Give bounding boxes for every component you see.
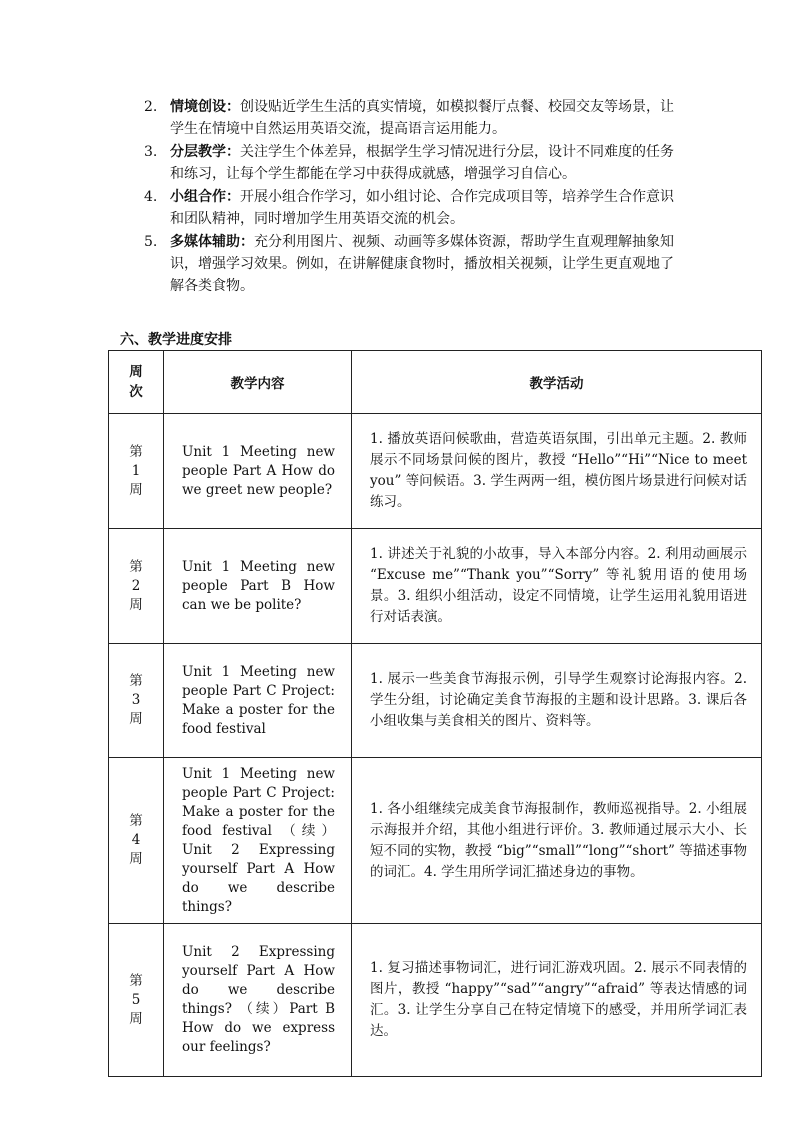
- header-activity: 教学活动: [352, 351, 762, 414]
- item-term: 小组合作: [170, 189, 226, 205]
- activity-cell: 1. 讲述关于礼貌的小故事，导入本部分内容。2. 利用动画展示 “Excuse me”“Thank you”“Sorry” 等礼貌用语的使用场景。3. 组织小组活动，设定不同情境，让学生运用礼貌用语进行对话表演。: [352, 529, 762, 644]
- item-number: 2.: [144, 99, 158, 115]
- week-cell: [109, 414, 164, 529]
- week-char: 周: [129, 711, 143, 727]
- content-cell: Unit 2 Expressing yourself Part A How do we describe things? （续）Part B How do we express our feelings?: [164, 924, 352, 1077]
- schedule-table: [108, 350, 762, 1077]
- week-cell: [109, 758, 164, 924]
- item-text: 关注学生个体差异，根据学生学习情况进行分层，设计不同难度的任务和练习，让每个学生都能在学习中获得成就感，增强学习自信心。: [170, 144, 674, 182]
- content-cell: Unit 1 Meeting new people Part A How do we greet new people?: [164, 414, 352, 529]
- week-char: 周: [129, 596, 143, 613]
- week-char: 周: [129, 851, 143, 867]
- week-number: 5: [131, 991, 141, 1008]
- week-char: 第: [129, 972, 143, 989]
- week-char: 周: [129, 1010, 143, 1027]
- table-row: [109, 414, 762, 529]
- activity-cell: 1. 各小组继续完成美食节海报制作，教师巡视指导。2. 小组展示海报并介绍，其他小组进行评价。3. 教师通过展示大小、长短不同的实物，教授 “big”“small”“long”“short” 等描述事物的词汇。4. 学生用所学词汇描述身边的事物。: [352, 758, 762, 924]
- list-item: [140, 141, 680, 185]
- table-row: [109, 758, 762, 924]
- item-text: 创设贴近学生生活的真实情境，如模拟餐厅点餐、校园交友等场景，让学生在情境中自然运用英语交流，提高语言运用能力。: [170, 99, 674, 137]
- week-cell: [109, 924, 164, 1077]
- activity-cell: 1. 播放英语问候歌曲，营造英语氛围，引出单元主题。2. 教师展示不同场景问候的图片，教授 “Hello”“Hi”“Nice to meet you” 等问候语。3. 学生两两一组，模仿图片场景进行问候对话练习。: [352, 414, 762, 529]
- week-char: 第: [129, 813, 143, 829]
- week-number: 2: [131, 577, 141, 594]
- list-item: [140, 96, 680, 140]
- list-item: [140, 186, 680, 230]
- item-separator: ：: [226, 144, 240, 160]
- content-cell: Unit 1 Meeting new people Part B How can we be polite?: [164, 529, 352, 644]
- activity-cell: 1. 复习描述事物词汇，进行词汇游戏巩固。2. 展示不同表情的图片，教授 “happy”“sad”“angry”“afraid” 等表达情感的词汇。3. 让学生分享自己在特定情境下的感受，并用所学词汇表达。: [352, 924, 762, 1077]
- item-number: 4.: [144, 189, 158, 205]
- table-row: [109, 644, 762, 758]
- item-number: 3.: [144, 144, 158, 160]
- header-week: [109, 351, 164, 414]
- header-week-char: 周: [129, 364, 143, 380]
- teaching-methods-list: [140, 96, 680, 298]
- activity-cell: 1. 展示一些美食节海报示例，引导学生观察讨论海报内容。2. 学生分组，讨论确定美食节海报的主题和设计思路。3. 课后各小组收集与美食相关的图片、资料等。: [352, 644, 762, 758]
- week-char: 第: [129, 673, 143, 689]
- header-week-char: 次: [129, 384, 143, 400]
- content-cell: Unit 1 Meeting new people Part C Project: Make a poster for the food festival: [164, 644, 352, 758]
- week-char: 周: [129, 481, 143, 498]
- table-header-row: [109, 351, 762, 414]
- item-term: 分层教学: [170, 144, 226, 160]
- item-text: 开展小组合作学习，如小组讨论、合作完成项目等，培养学生合作意识和团队精神，同时增加学生用英语交流的机会。: [170, 189, 674, 227]
- section-title: 六、教学进度安排: [120, 332, 232, 348]
- table-row: [109, 529, 762, 644]
- item-term: 情境创设: [170, 99, 226, 115]
- week-char: 第: [129, 443, 143, 460]
- item-term: 多媒体辅助: [170, 234, 240, 250]
- item-number: 5.: [144, 234, 158, 250]
- week-cell: [109, 529, 164, 644]
- table-row: [109, 924, 762, 1077]
- item-separator: ：: [226, 189, 240, 205]
- item-separator: ：: [240, 234, 254, 250]
- week-char: 第: [129, 558, 143, 575]
- week-number: 1: [131, 462, 141, 479]
- week-cell: [109, 644, 164, 758]
- content-cell: Unit 1 Meeting new people Part C Project: Make a poster for the food festival （续） Unit 2 Expressing yourself Part A How do we describe things?: [164, 758, 352, 924]
- item-separator: ：: [226, 99, 240, 115]
- header-content: 教学内容: [164, 351, 352, 414]
- week-number: 3: [131, 692, 141, 708]
- list-item: [140, 231, 680, 297]
- week-number: 4: [131, 832, 141, 848]
- item-text: 充分利用图片、视频、动画等多媒体资源，帮助学生直观理解抽象知识，增强学习效果。例如，在讲解健康食物时，播放相关视频，让学生更直观地了解各类食物。: [170, 234, 674, 294]
